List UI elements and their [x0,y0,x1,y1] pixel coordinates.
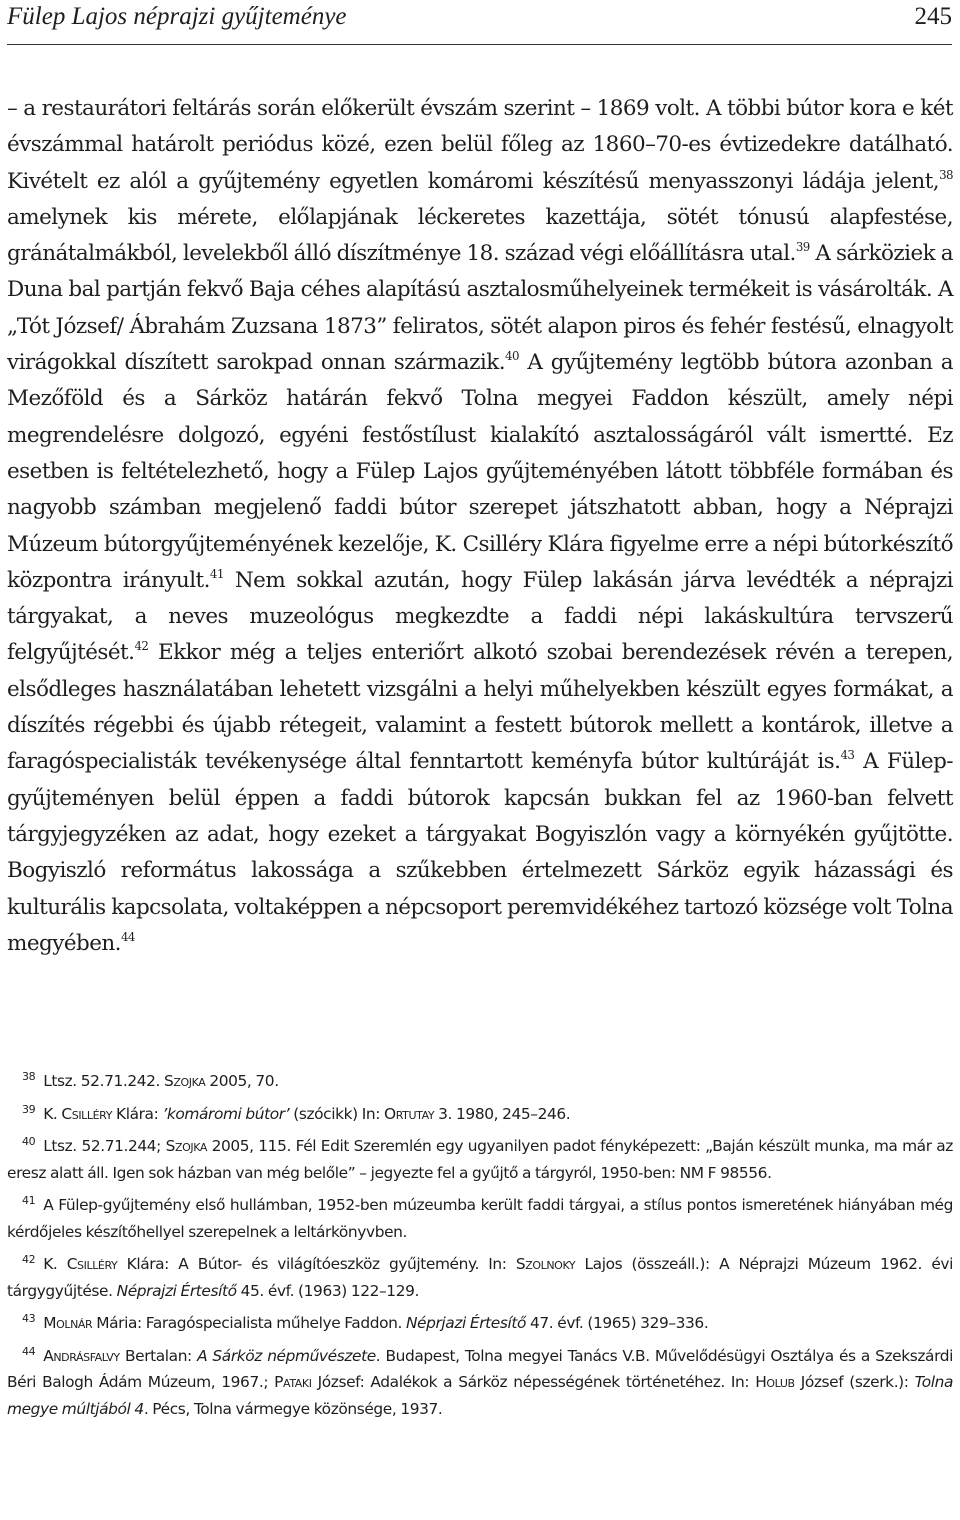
footnote-text: 45. évf. (1963) 122–129. [236,1281,419,1300]
footnote-text: Klára: [112,1104,163,1123]
footnote-text: K. [43,1255,67,1273]
footnote-text: 47. évf. (1965) 329–336. [525,1314,709,1332]
footnotes [7,1068,953,1428]
body-text-segment: A sárköziek a Duna bal partján fekvő Baja céhes alapítású asztalosműhelyeinek termékeit is vásárolták. A „Tót József/ Ábrahám Zuzsana 1873” feliratos, sötét alapon piros és fehér festésű, elnagyolt virágokkal díszített sarokpad onnan származik. [7,241,953,376]
footnote-text: 2005, 115. Fél Edit Szeremlén egy ugyanilyen padot fényképezett: „Baján készült munka, ma már az eresz alatt áll. Igen sok házban van még belőle” – jegyezte fel a gyűjtő a tárgyról, 1950-ben: NM F 98556. [7,1137,953,1182]
author-name: Andrásfalvy [43,1346,120,1365]
footnote-text: Ltsz. 52.71.244; [43,1137,166,1155]
running-header [7,3,952,37]
footnote-ref[interactable]: 39 [795,240,810,255]
footnote-text: Klára: A Bútor- és világítóeszköz gyűjtemény. In: [117,1255,516,1273]
footnote-40: 40 Ltsz. 52.71.244; Szojka 2005, 115. Fél Edit Szeremlén egy ugyanilyen padot fényképezett: „Baján készült munka, ma már az eresz alatt áll. Igen sok házban van még belőle” – jegyezte fel a gyűjtő a tárgyról, 1950-ben: NM F 98556. [7,1135,953,1182]
author-name: Molnár [43,1314,93,1332]
footnote-text: 3. 1980, 245–246. [434,1104,571,1123]
author-name: Holub [755,1373,795,1391]
running-title: Fülep Lajos néprajzi gyűjteménye [7,3,347,30]
footnote-42: 42 K. Csilléry Klára: A Bútor- és világítóeszköz gyűjtemény. In: Szolnoky Lajos (összeáll.): A Néprajzi Múzeum 1962. évi tárgygyűjtése. Néprajzi Értesítő 45. évf. (1963) 122–129. [7,1253,953,1300]
footnote-text: K. [43,1104,62,1123]
footnote-ref[interactable]: 41 [209,567,224,581]
footnote-text: Ltsz. 52.71.242. [43,1072,165,1090]
footnote-text: (szócikk) In: [289,1104,384,1123]
footnote-39: 39 K. Csilléry Klára: ’komáromi bútor’ (szócikk) In: Ortutay 3. 1980, 245–246. [22,1102,571,1123]
footnote-text: A Fülep-gyűjtemény első hullámban, 1952-ben múzeumba került faddi tárgyai, a stílus pontos ismeretének hiányában még kérdőjeles készítőhellyel szerepelnek a leltárkönyvben. [7,1196,953,1241]
author-name: Szojka [165,1137,207,1155]
work-title: Tolna megye múltjából 4 [7,1373,954,1418]
body-text-segment: – a restaurátori feltárás során előkerült évszám szerint – 1869 volt. A többi bútor kora e két évszámmal határolt periódus közé, ezen belül főleg az 1860–70-es évtizedekre datálható. Kivételt ez alól a gyűjtemény egyetlen komáromi készítésű menyasszonyi ládája jelent, [7,96,953,194]
footnote-ref[interactable]: 44 [120,929,135,944]
body-paragraph [7,91,953,962]
author-name: Csilléry [61,1104,113,1123]
work-title: A Sárköz népművészete [197,1346,376,1365]
footnote-ref[interactable]: 40 [505,349,519,364]
footnote-text: József (szerk.): [794,1373,915,1391]
footnote-ref[interactable]: 42 [134,639,149,654]
author-name: Pataki [274,1373,312,1391]
footnote-text: Mária: Faragóspecialista műhelye Faddon. [92,1314,406,1332]
body-text-segment: Ekkor még a teljes enteriőrt alkotó szobai berendezések révén a terepen, elsődleges használatában lehetett vizsgálni a helyi műhelyekben készült egyes formákat, a díszítés régebbi és újabb rétegeit, valamint a festett bútorok mellett a kontárok, illetve a faragóspecialisták tevékenysége által fenntartott keményfa bútor kultúráját is. [7,640,953,775]
footnote-text: Lajos (összeáll.): A Néprajzi Múzeum 1962. évi tárgygyűjtése. [7,1255,953,1300]
body-text-segment: Nem sokkal azután, hogy Fülep lakásán járva levédték a néprajzi tárgyakat, a neves muzeológus megkezdte a faddi népi lakáskultúra tervszerű felgyűjtését. [7,567,953,666]
author-name: Szojka [164,1072,206,1090]
footnote-ref[interactable]: 38 [939,167,953,182]
work-title: ’komáromi bútor’ [162,1104,290,1123]
footnote-text: 2005, 70. [205,1072,279,1090]
journal-title: Néprjazi Értesítő [405,1314,526,1332]
body-text-segment: A gyűjtemény legtöbb bútora azonban a Mezőföld és a Sárköz határán fekvő Tolna megyei Faddon készült, amely népi megrendelésre dolgozó, egyéni festőstílust kialakító asztalosságáról vált ismertté. Ez esetben is feltételezhető, hogy a Fülep Lajos gyűjteményében látott többféle formában és nagyobb számban megjelenő faddi bútor szerepet játszhatott abban, hogy a Néprajzi Múzeum bútorgyűjteményének kezelője, K. Csilléry Klára figyelme erre a népi bútorkészítő központra irányult. [7,350,954,593]
body-text-segment: A Fülep-gyűjteményen belül éppen a faddi bútorok kapcsán bukkan fel az 1960-ban felvett tárgyjegyzéken az adat, hogy ezeket a tárgyakat Bogyiszlón vagy a környékén gyűjtötte. Bogyiszló református lakossága a szűkebben értelmezett Sárköz egyik házassági és kulturális kapcsolata, voltaképpen a népcsoport peremvidékéhez tartozó községe volt Tolna megyében. [7,749,954,956]
footnote-text: . Budapest, Tolna megyei Tanács V.B. Művelődésügyi Osztálya és a Szekszárdi Béri Balogh Ádám Múzeum, 1967.; [7,1346,953,1391]
author-name: Ortutay [383,1104,435,1123]
body-text-segment: amelynek kis mérete, előlapjának léckeretes kazettája, sötét tónusú alapfestése, gránátalmákból, levelekből álló díszítménye 18. század végi előállításra utal. [7,204,953,267]
footnote-text: . Pécs, Tolna vármegye közönsége, 1937. [143,1399,443,1418]
footnote-41: 41 A Fülep-gyűjtemény első hullámban, 1952-ben múzeumba került faddi tárgyai, a stílus pontos ismeretének hiányában még kérdőjeles készítőhellyel szerepelnek a leltárkönyvben. [7,1194,953,1241]
footnote-text: Bertalan: [119,1346,198,1365]
author-name: Szolnoky [515,1255,576,1273]
footnote-44: 44 Andrásfalvy Bertalan: A Sárköz népművészete. Budapest, Tolna megyei Tanács V.B. Művelődésügyi Osztálya és a Szekszárdi Béri Balogh Ádám Múzeum, 1967.; Pataki József: Adalékok a Sárköz népességének történetéhez. In: Holub József (szerk.): Tolna megye múltjából 4. Pécs, Tolna vármegye közönsége, 1937. [7,1344,954,1418]
footnote-text: József: Adalékok a Sárköz népességének történetéhez. In: [311,1373,756,1391]
page-number: 245 [914,3,952,30]
footnote-38: 38 Ltsz. 52.71.242. Szojka 2005, 70. [22,1070,279,1090]
footnote-ref[interactable]: 43 [840,748,855,763]
journal-title: Néprajzi Értesítő [116,1281,237,1300]
header-rule [7,44,952,45]
footnote-43: 43 Molnár Mária: Faragóspecialista műhelye Faddon. Néprjazi Értesítő 47. évf. (1965) 329–336. [22,1312,709,1332]
author-name: Csilléry [66,1255,118,1273]
